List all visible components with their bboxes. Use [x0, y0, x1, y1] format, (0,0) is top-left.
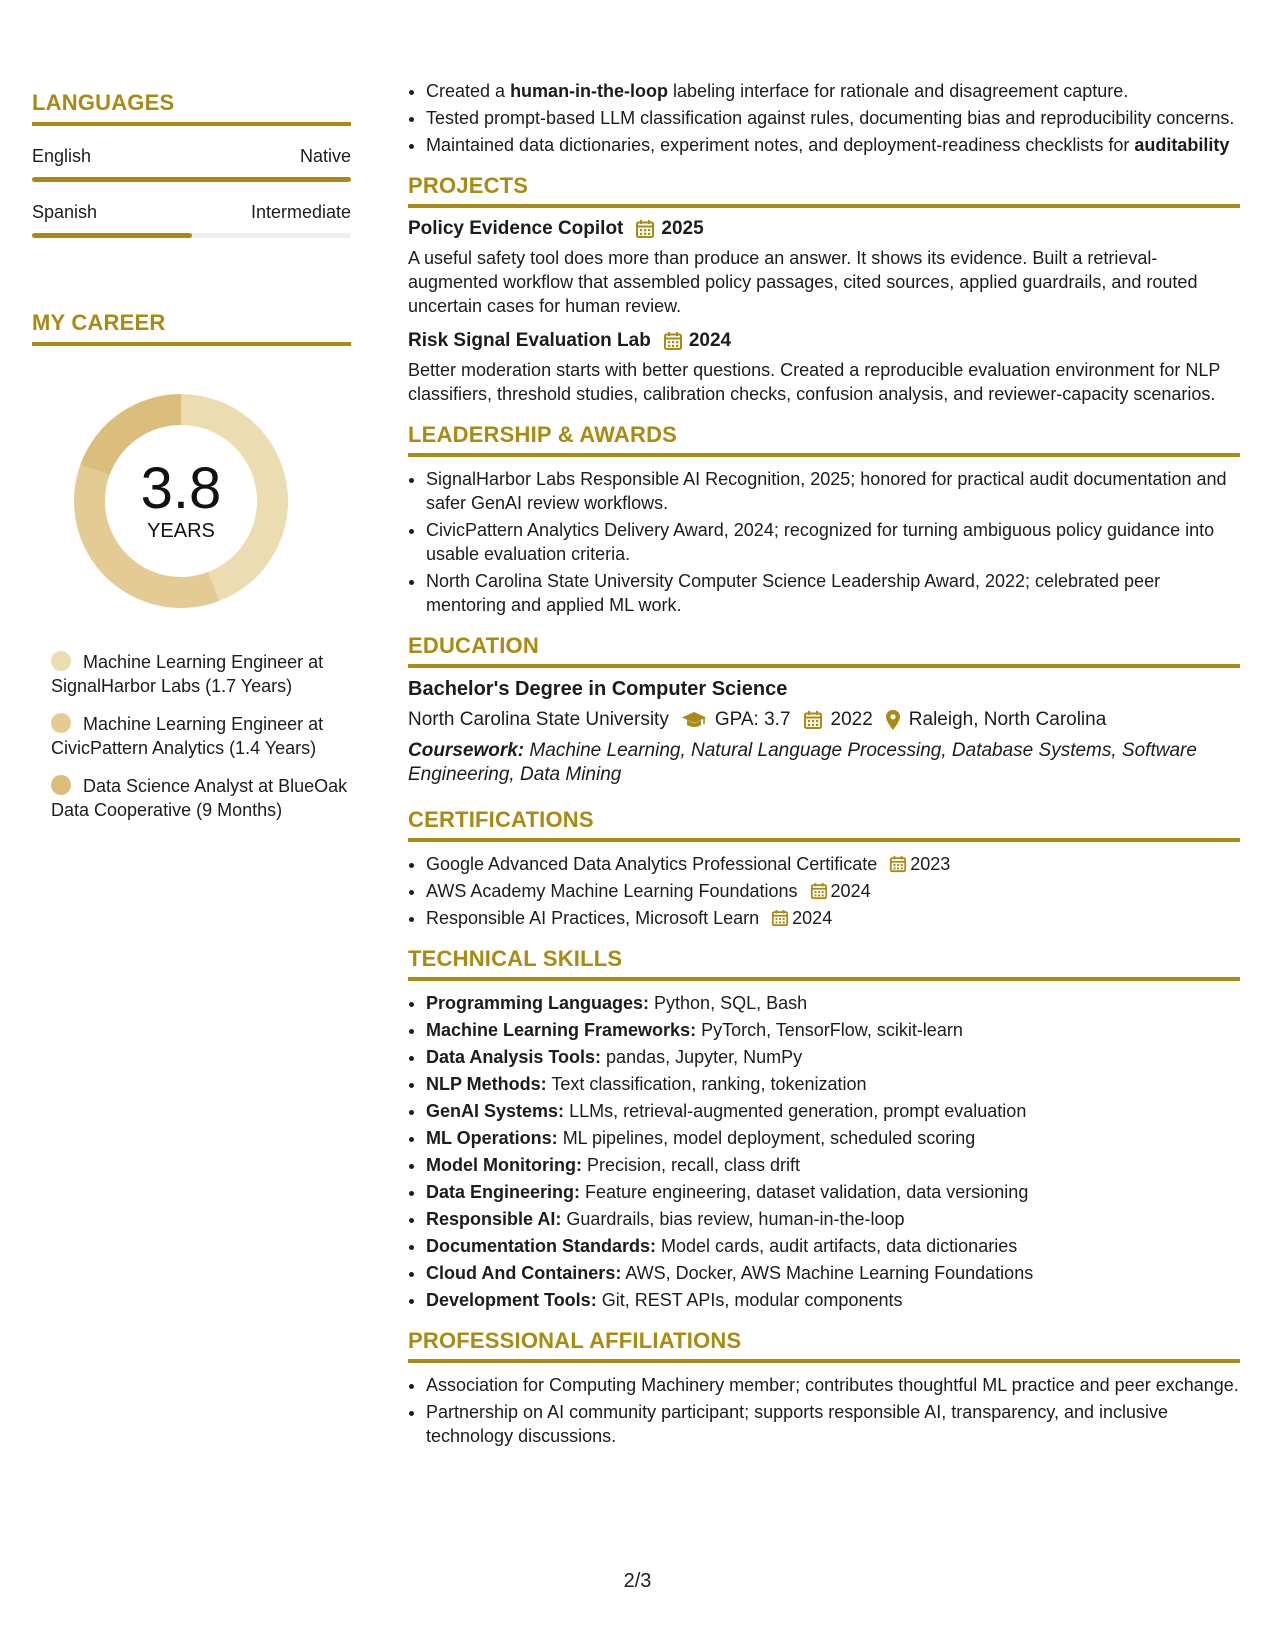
skill-category: GenAI Systems: [426, 1101, 565, 1121]
coursework-label: Coursework: [408, 740, 525, 761]
skill-category: Machine Learning Frameworks: [426, 1020, 697, 1040]
skill-values: Precision, recall, class drift [581, 1155, 801, 1175]
skill-item [426, 991, 1240, 1015]
skill-category: Data Analysis Tools: [426, 1047, 602, 1067]
language-name: Spanish [32, 202, 98, 222]
skills-section [408, 946, 1240, 1312]
bullet-text: Maintained data dictionaries, experiment notes, and deployment-readiness checklists for [426, 135, 1135, 155]
education-school: North Carolina State University [408, 709, 669, 730]
education-section [408, 633, 1240, 787]
leadership-section [408, 422, 1240, 617]
language-item [32, 202, 351, 238]
language-proficiency-bar [32, 233, 351, 238]
bullet-bold-text: human-in-the-loop [510, 81, 669, 101]
certification-year: 2024 [830, 881, 871, 901]
affiliation-item: • Partnership on AI community participant; supports responsible AI, transparency, and inclusive technology discussions. [426, 1400, 1240, 1448]
certification-name: AWS Academy Machine Learning Foundations [426, 881, 798, 901]
projects-section [408, 173, 1240, 406]
career-legend-item [51, 774, 351, 822]
skill-values: Guardrails, bias review, human-in-the-loop [561, 1209, 905, 1229]
skill-values: Python, SQL, Bash [649, 993, 808, 1013]
skill-item [426, 1045, 1240, 1069]
education-location: Raleigh, North Carolina [908, 709, 1107, 730]
certification-item [426, 906, 1240, 930]
donut-center [66, 386, 296, 616]
legend-dot [51, 651, 71, 671]
skill-item [426, 1126, 1240, 1150]
bullet-bold-text: auditability [1134, 135, 1230, 155]
skill-item [426, 1153, 1240, 1177]
legend-dot [51, 775, 71, 795]
leadership-title: LEADERSHIP & AWARDS [408, 422, 1240, 457]
skills-list [408, 991, 1240, 1312]
career-legend-label: Machine Learning Engineer at SignalHarbor Labs (1.7 Years) [51, 652, 324, 696]
skill-item [426, 1234, 1240, 1258]
certification-item [426, 879, 1240, 903]
education-year: 2022 [830, 709, 873, 730]
calendar-icon [889, 855, 907, 873]
skill-values: AWS, Docker, AWS Machine Learning Foundations [621, 1263, 1034, 1283]
skill-category: Data Engineering: [426, 1182, 581, 1202]
career-legend [32, 650, 351, 822]
career-legend-label: Machine Learning Engineer at CivicPattern Analytics (1.4 Years) [51, 714, 324, 758]
career-legend-label: Data Science Analyst at BlueOak Data Cooperative (9 Months) [51, 776, 348, 820]
education-degree: Bachelor's Degree in Computer Science [408, 678, 788, 700]
skill-category: NLP Methods: [426, 1074, 547, 1094]
experience-bullet: • Tested prompt-based LLM classification against rules, documenting bias and reproducibility concerns. [426, 106, 1240, 130]
language-item [32, 146, 351, 182]
skill-values: Feature engineering, dataset validation, data versioning [580, 1182, 1029, 1202]
calendar-icon [663, 331, 683, 351]
experience-bullet [426, 79, 1240, 103]
skill-category: Responsible AI: [426, 1209, 562, 1229]
skill-values: Text classification, ranking, tokenization [546, 1074, 867, 1094]
education-gpa: GPA: 3.7 [714, 709, 791, 730]
skill-item [426, 1099, 1240, 1123]
calendar-icon [771, 909, 789, 927]
language-name: English [32, 146, 92, 166]
skill-category: Cloud And Containers: [426, 1263, 622, 1283]
bullet-text: Created a [426, 81, 511, 101]
skills-title: TECHNICAL SKILLS [408, 946, 1240, 981]
project-name: Policy Evidence Copilot [408, 218, 624, 239]
skill-item [426, 1261, 1240, 1285]
projects-title: PROJECTS [408, 173, 1240, 208]
certification-name: Responsible AI Practices, Microsoft Learn [426, 908, 760, 928]
career-legend-item [51, 650, 351, 698]
skill-category: Model Monitoring: [426, 1155, 582, 1175]
coursework-list: Machine Learning, Natural Language Processing, Database Systems, Software Engineering, Data Mining [408, 740, 1197, 785]
certification-year: 2023 [910, 854, 951, 874]
project-description: Better moderation starts with better questions. Created a reproducible evaluation environment for NLP classifiers, threshold studies, calibration checks, confusion analysis, and reviewer-capacity scenarios. [408, 360, 1221, 404]
language-proficiency-bar [32, 177, 351, 182]
skill-item [426, 1180, 1240, 1204]
education-title: EDUCATION [408, 633, 1240, 668]
page-number: 2/3 [623, 1570, 652, 1592]
skill-item [426, 1018, 1240, 1042]
graduation-cap-icon [681, 710, 707, 730]
leadership-item: • SignalHarbor Labs Responsible AI Recognition, 2025; honored for practical audit documentation and safer GenAI review workflows. [426, 467, 1240, 515]
skill-values: PyTorch, TensorFlow, scikit-learn [696, 1020, 963, 1040]
language-level: Intermediate [250, 202, 351, 222]
skill-values: ML pipelines, model deployment, scheduled scoring [557, 1128, 976, 1148]
skill-values: Git, REST APIs, modular components [596, 1290, 903, 1310]
skill-values: LLMs, retrieval-augmented generation, prompt evaluation [564, 1101, 1027, 1121]
project-year: 2024 [688, 330, 732, 351]
skill-item [426, 1288, 1240, 1312]
career-title: MY CAREER [32, 310, 351, 346]
project-description: A useful safety tool does more than produce an answer. It shows its evidence. Built a retrieval-augmented workflow that assembled policy passages, cited sources, applied guardrails, and routed uncertain cases for human review. [408, 248, 1198, 316]
skill-category: Programming Languages: [426, 993, 650, 1013]
map-pin-icon [885, 709, 901, 731]
affiliations-title: PROFESSIONAL AFFILIATIONS [408, 1328, 1240, 1363]
affiliation-item: • Association for Computing Machinery member; contributes thoughtful ML practice and peer exchange. [426, 1373, 1240, 1397]
education-details [408, 709, 1240, 731]
career-legend-item [51, 712, 351, 760]
bullet-text: labeling interface for rationale and disagreement capture. [668, 81, 1129, 101]
skill-category: Documentation Standards: [426, 1236, 657, 1256]
certification-name: Google Advanced Data Analytics Professional Certificate [426, 854, 878, 874]
certifications-title: CERTIFICATIONS [408, 807, 1240, 842]
education-coursework [408, 739, 1240, 787]
leadership-item: • North Carolina State University Computer Science Leadership Award, 2022; celebrated peer mentoring and applied ML work. [426, 569, 1240, 617]
skill-category: Development Tools: [426, 1290, 597, 1310]
skill-category: ML Operations: [426, 1128, 558, 1148]
calendar-icon [810, 882, 828, 900]
project-name: Risk Signal Evaluation Lab [408, 330, 651, 351]
left-column [32, 90, 351, 836]
skill-values: pandas, Jupyter, NumPy [601, 1047, 803, 1067]
career-total-value: 3.8 [140, 456, 222, 521]
skill-item [426, 1072, 1240, 1096]
language-proficiency-fill [32, 177, 351, 182]
project-year: 2025 [661, 218, 704, 239]
legend-dot [51, 713, 71, 733]
project-heading [408, 330, 1240, 352]
career-total-unit: YEARS [147, 520, 215, 542]
certification-year: 2024 [792, 908, 833, 928]
calendar-icon [635, 219, 655, 239]
language-level: Native [299, 146, 351, 166]
calendar-icon [803, 710, 823, 730]
right-column [408, 79, 1240, 1451]
skill-item [426, 1207, 1240, 1231]
leadership-item: • CivicPattern Analytics Delivery Award, 2024; recognized for turning ambiguous policy guidance into usable evaluation criteria. [426, 518, 1240, 566]
certification-item [426, 852, 1240, 876]
experience-bullet [426, 133, 1240, 157]
language-proficiency-fill [32, 233, 192, 238]
career-donut-chart [66, 386, 296, 616]
languages-title: LANGUAGES [32, 90, 351, 126]
certifications-section [408, 807, 1240, 930]
skill-values: Model cards, audit artifacts, data dictionaries [656, 1236, 1018, 1256]
experience-bullets [408, 79, 1240, 157]
affiliations-section [408, 1328, 1240, 1448]
project-heading [408, 218, 1240, 240]
